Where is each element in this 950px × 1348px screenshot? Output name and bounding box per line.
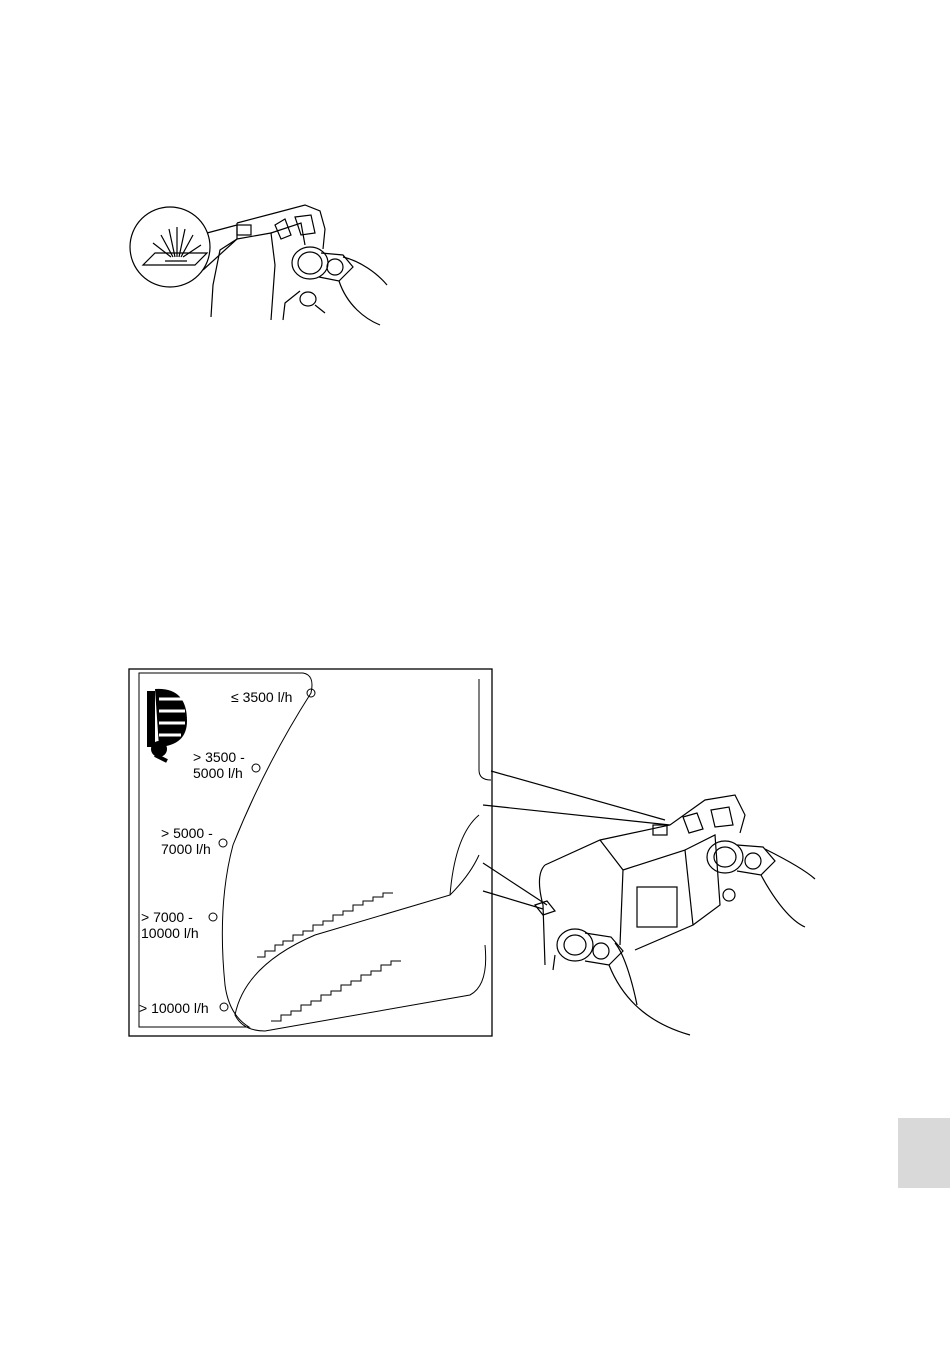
- flow-setting-drawing: [125, 665, 815, 1055]
- flow-rate-symbol-icon: [147, 689, 187, 761]
- page-tab: [898, 1118, 950, 1188]
- flow-setting-2: [193, 749, 245, 781]
- detent-dot: [209, 913, 217, 921]
- detent-dot: [219, 839, 227, 847]
- flow-setting-1: [231, 689, 292, 705]
- flow-setting-4-line2: 10000 l/h: [141, 925, 199, 941]
- flow-setting-2-line1: > 3500 -: [193, 749, 245, 765]
- flow-setting-4-line1: > 7000 -: [141, 909, 193, 925]
- flow-setting-2-line2: 5000 l/h: [193, 765, 243, 781]
- pump-detail-drawing: [125, 195, 390, 335]
- pump-detail-figure: [125, 195, 390, 335]
- flow-setting-3: [161, 825, 213, 857]
- detent-dot: [220, 1003, 228, 1011]
- flow-setting-5: [139, 1000, 209, 1016]
- water-spray-detail-icon: [143, 227, 207, 265]
- flow-setting-3-line1: > 5000 -: [161, 825, 213, 841]
- pump-drawing: [535, 795, 815, 1035]
- flow-setting-3-line2: 7000 l/h: [161, 841, 211, 857]
- flow-setting-1-line1: ≤ 3500 l/h: [231, 689, 293, 705]
- flow-setting-5-line1: > 10000 l/h: [139, 1000, 209, 1016]
- flow-setting-4: [141, 909, 199, 941]
- flow-setting-figure: [125, 665, 815, 1055]
- detent-dot: [252, 764, 260, 772]
- slider-knob-outline: [235, 679, 491, 1031]
